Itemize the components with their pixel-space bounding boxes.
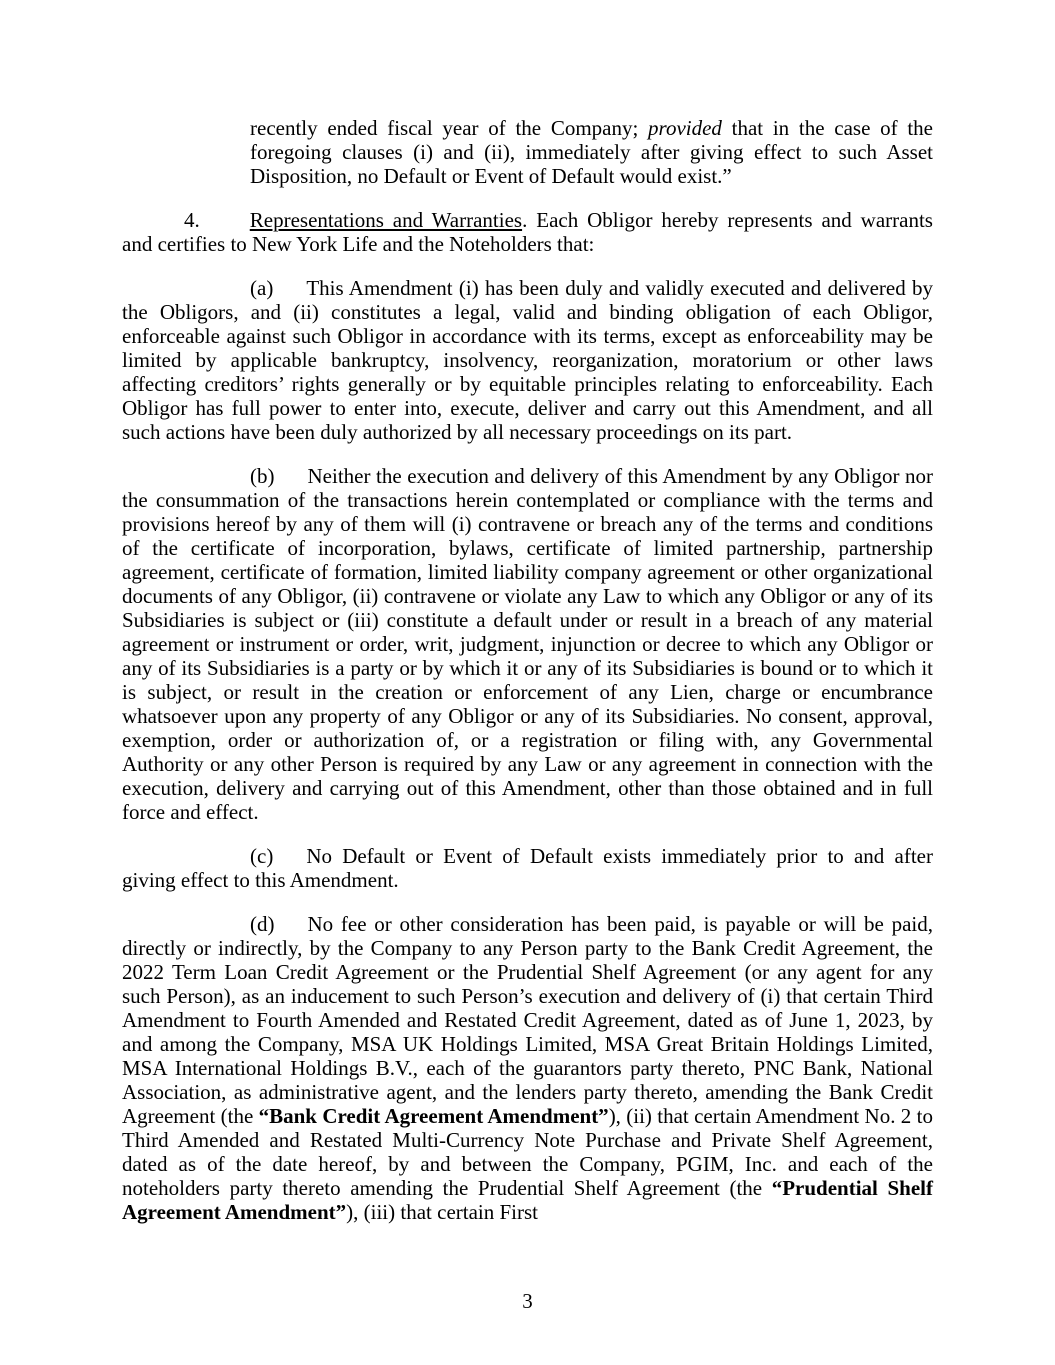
quote-text-2: that in the case of the foregoing clauses (i) and (ii), immediately after giving effect to such Asset Disposition, no Default or Event of Default would exist.” <box>250 116 933 188</box>
defined-term-bank-credit-agreement-amendment: “Bank Credit Agreement Amendment” <box>258 1104 609 1128</box>
quote-text-1: recently ended fiscal year of the Company; <box>250 116 649 140</box>
paragraph-d-text-3: ), (iii) that certain First <box>346 1200 539 1224</box>
section-4-heading-paragraph <box>122 208 933 256</box>
quote-italic-provided: provided <box>648 116 722 140</box>
paragraph-a-text: This Amendment (i) has been duly and validly executed and delivered by the Obligors, and (ii) constitutes a legal, valid and binding obligation of each Obligor, enforceable against such Obligor in accordance with its terms, except as enforceability may be limited by applicable bankruptcy, insolvency, reorganization, moratorium or other laws affecting creditors’ rights generally or by equitable principles relating to enforceability. Each Obligor has full power to enter into, execute, deliver and carry out this Amendment, and all such actions have been duly authorized by all necessary proceedings on its part. <box>122 276 933 444</box>
section-heading-continuation: . Each Obligor hereby represents and warrants and certifies to New York Life and the Noteholders that: <box>122 208 933 256</box>
paragraph-d-text-2: ), (ii) that certain Amendment No. 2 to Third Amended and Restated Multi-Currency Note Purchase and Private Shelf Agreement, dated as of the date hereof, by and between the Company, PGIM, Inc. and each of the noteholders party thereto amending the Prudential Shelf Agreement (the <box>122 1104 933 1200</box>
paragraph-c-marker: (c) <box>250 844 274 868</box>
paragraph-c-text: No Default or Event of Default exists immediately prior to and after giving effect to this Amendment. <box>122 844 933 892</box>
quoted-provision-paragraph <box>250 116 933 188</box>
page-number: 3 <box>522 1289 533 1313</box>
paragraph-b <box>122 464 933 824</box>
paragraph-c <box>122 844 933 892</box>
paragraph-d <box>122 912 933 1224</box>
paragraph-d-text-1: No fee or other consideration has been paid, is payable or will be paid, directly or indirectly, by the Company to any Person party to the Bank Credit Agreement, the 2022 Term Loan Credit Agreement or the Prudential Shelf Agreement (or any agent for any such Person), as an inducement to such Person’s execution and delivery of (i) that certain Third Amendment to Fourth Amended and Restated Credit Agreement, dated as of June 1, 2023, by and among the Company, MSA UK Holdings Limited, MSA Great Britain Holdings Limited, MSA International Holdings B.V., each of the guarantors party thereto, PNC Bank, National Association, as administrative agent, and the lenders party thereto, amending the Bank Credit Agreement (the <box>122 912 933 1128</box>
section-number: 4. <box>184 208 200 232</box>
defined-term-prudential-shelf-agreement-amendment: “Prudential Shelf Agreement Amendment” <box>122 1176 933 1224</box>
paragraph-a <box>122 276 933 444</box>
paragraph-a-marker: (a) <box>250 276 274 300</box>
paragraph-d-marker: (d) <box>250 912 275 936</box>
section-heading-representations-and-warranties: Representations and Warranties <box>249 208 523 232</box>
paragraph-b-text: Neither the execution and delivery of this Amendment by any Obligor nor the consummation of the transactions herein contemplated or compliance with the terms and provisions hereof by any of them will (i) contravene or breach any of the terms and conditions of the certificate of incorporation, bylaws, certificate of limited partnership, partnership agreement, certificate of formation, limited liability company agreement or other organizational documents of any Obligor, (ii) contravene or violate any Law to which any Obligor or any of its Subsidiaries is subject or (iii) constitute a default under or result in a breach of any material agreement or instrument or order, writ, judgment, injunction or decree to which any Obligor or any of its Subsidiaries is a party or by which it or any of its Subsidiaries is bound or to which it is subject, or result in the creation or enforcement of any Lien, charge or encumbrance whatsoever upon any property of any Obligor or any of its Subsidiaries. No consent, approval, exemption, order or authorization of, or a registration or filing with, any Governmental Authority or any other Person is required by any Law or any agreement in connection with the execution, delivery and carrying out of this Amendment, other than those obtained and in full force and effect. <box>122 464 933 824</box>
paragraph-b-marker: (b) <box>250 464 275 488</box>
